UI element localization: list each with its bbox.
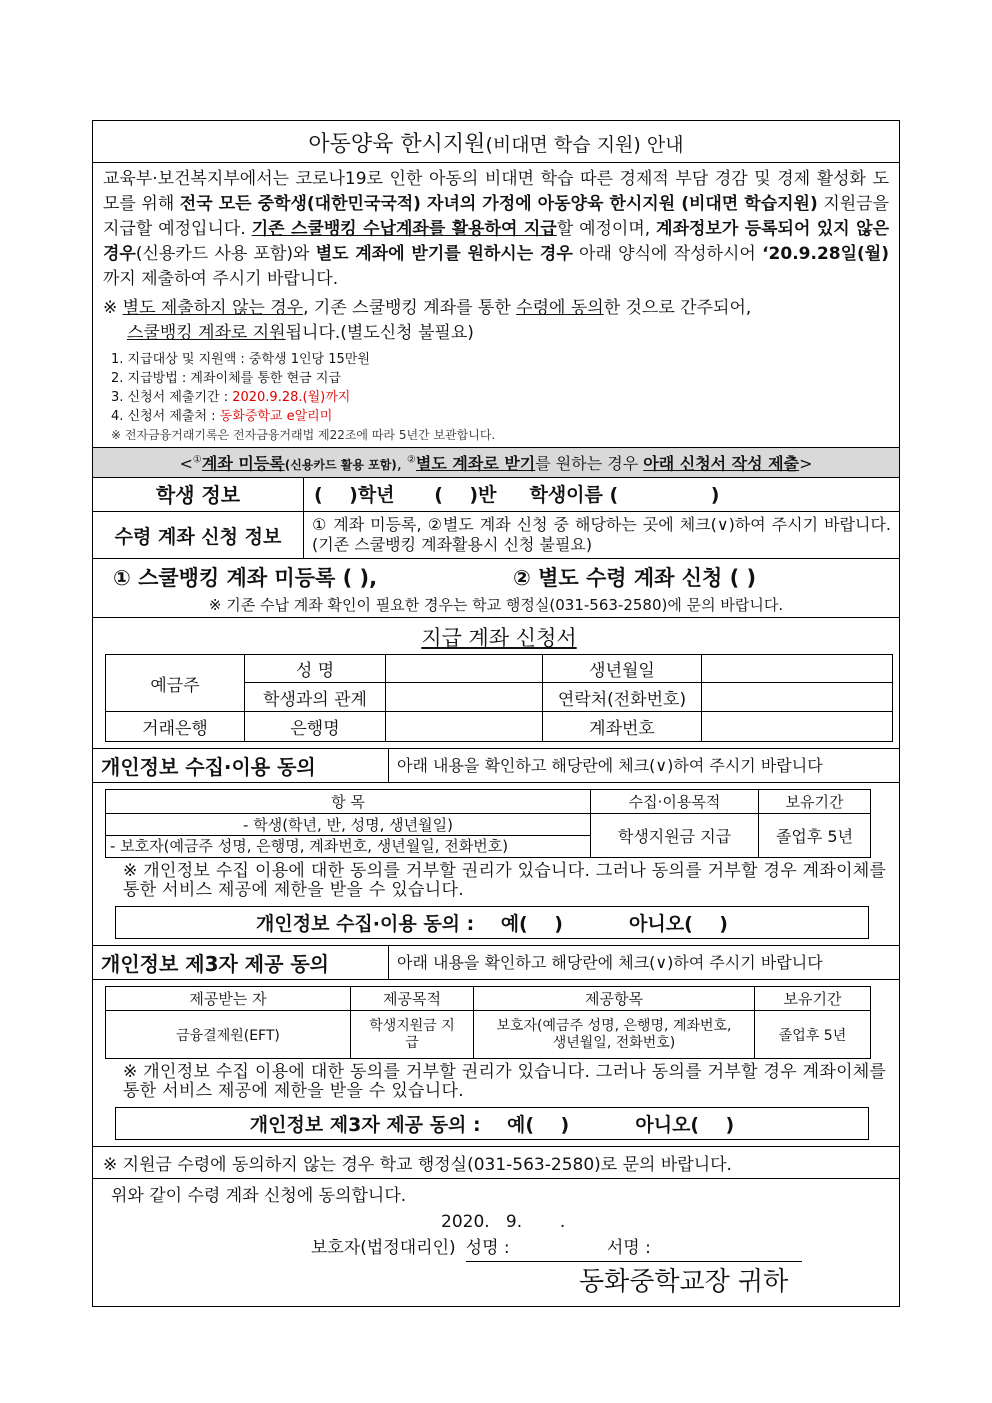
bank-row-label: 거래은행 <box>106 712 245 742</box>
list-item <box>111 350 881 369</box>
receive-info-desc: ① 계좌 미등록, ②별도 계좌 신청 중 해당하는 곳에 체크(∨)하여 주시기 바랍니다. (기존 스쿨뱅킹 계좌활용시 신청 불필요) <box>312 515 891 554</box>
table-row <box>106 712 893 742</box>
acct-no-field[interactable] <box>702 712 893 742</box>
table-row <box>106 987 871 1011</box>
agree-text: 위와 같이 수령 계좌 신청에 동의합니다. <box>111 1186 407 1206</box>
third-party-label: 개인정보 제3자 제공 동의 <box>93 946 389 979</box>
intro-text <box>93 163 899 294</box>
notice-mark: ※ <box>103 298 123 318</box>
instruction-banner <box>93 448 899 478</box>
banner-a1: 계좌 미등록 <box>201 454 285 473</box>
item-value: 2020.9.28.(월)까지 <box>232 390 351 405</box>
guardian-line <box>111 1235 889 1262</box>
signature-section <box>93 1179 899 1306</box>
intro-p5: 아래 양식에 작성하시어 <box>572 244 763 264</box>
third-period: 졸업후 5년 <box>755 1011 871 1059</box>
table-row <box>106 790 871 814</box>
choice-note: ※ 기존 수납 계좌 확인이 필요한 경우는 학교 행정실(031-563-2580)에 문의 바랍니다. <box>208 596 784 614</box>
item-label: 2. 지급방법 : <box>111 371 191 386</box>
account-form-title <box>105 618 893 654</box>
notice-u1: 별도 제출하지 않는 경우 <box>122 298 304 318</box>
banner-t1: 를 원하는 경우 <box>535 454 644 473</box>
item-label: 1. 지급대상 및 지원액 : <box>111 352 249 367</box>
bank-name-label: 은행명 <box>245 712 386 742</box>
item-value: 중학생 1인당 15만원 <box>248 352 370 367</box>
privacy-table <box>105 789 871 858</box>
third-purpose: 학생지원금 지급 <box>351 1011 474 1059</box>
privacy-period: 졸업후 5년 <box>759 814 871 858</box>
col-item: 항 목 <box>106 790 591 814</box>
intro-p5-bold: ‘20.9.28일(월) <box>762 244 889 264</box>
third-party-section <box>93 980 899 1147</box>
student-info-field[interactable]: ( )학년 ( )반 학생이름 ( ) <box>314 484 720 506</box>
intro-p2-bu: 기존 스쿨뱅킹 수납계좌를 활용하여 지급 <box>251 219 557 239</box>
notice-t2: 한 것으로 간주되어, <box>603 298 752 318</box>
name-label: 성 명 <box>245 655 386 683</box>
third-to: 금융결제원(EFT) <box>106 1011 351 1059</box>
intro-p2: 지원금을 지급할 예정입니다. <box>103 194 890 239</box>
banner-comma: , <box>396 454 407 473</box>
receive-info-row <box>93 512 899 559</box>
acct-no-label: 계좌번호 <box>543 712 702 742</box>
footer-warning: ※ 지원금 수령에 동의하지 않는 경우 학교 행정실(031-563-2580)로 문의 바랍니다. <box>93 1147 899 1179</box>
banner-a2: 별도 계좌로 받기 <box>415 454 536 473</box>
student-info-label: 학생 정보 <box>93 478 304 511</box>
list-item <box>111 407 881 426</box>
third-party-desc: 아래 내용을 확인하고 해당란에 체크(∨)하여 주시기 바랍니다 <box>397 953 823 972</box>
intro-p4-bold: 별도 계좌에 받기를 원하시는 경우 <box>315 244 573 264</box>
item-label: 4. 신청서 제출처 : <box>111 409 220 424</box>
privacy-warning: ※ 개인정보 수집 이용에 대한 동의를 거부할 권리가 있습니다. 그러나 동의를 거부할 경우 계좌이체를 통한 서비스 제공에 제한을 받을 수 있습니다. <box>123 861 887 900</box>
list-item <box>111 388 881 407</box>
privacy-desc: 아래 내용을 확인하고 해당란에 체크(∨)하여 주시기 바랍니다 <box>397 756 823 775</box>
privacy-header <box>93 749 899 783</box>
banner-a1s: (신용카드 활용 포함) <box>284 458 397 472</box>
banner-n1: ① <box>192 454 202 466</box>
name-field[interactable] <box>386 655 543 683</box>
col-period: 보유기간 <box>755 987 871 1011</box>
col-purpose: 제공목적 <box>351 987 474 1011</box>
notice-u3: 스쿨뱅킹 계좌로 지원 <box>127 323 286 343</box>
third-items: 보호자(예금주 성명, 은행명, 계좌번호, 생년월일, 전화번호) <box>474 1011 755 1059</box>
privacy-items <box>106 814 591 858</box>
item-value: 동화중학교 e알리미 <box>219 409 333 424</box>
phone-field[interactable] <box>702 683 893 712</box>
receive-info-label: 수령 계좌 신청 정보 <box>93 512 304 558</box>
intro-p4: (신용카드 사용 포함)와 <box>135 244 316 264</box>
intro-p3-bold: 계좌정보가 등록되어 있지 않은 경우 <box>103 219 890 264</box>
title-main: 아동양육 한시지원 <box>308 132 486 157</box>
birth-field[interactable] <box>702 655 893 683</box>
col-to: 제공받는 자 <box>106 987 351 1011</box>
option-separate-account[interactable]: ② 별도 수령 계좌 신청 ( ) <box>513 566 757 590</box>
item-value: 계좌이체를 통한 현금 지급 <box>190 371 341 386</box>
holder-label: 예금주 <box>106 655 245 712</box>
date-field[interactable]: 2020. 9. . <box>441 1212 566 1232</box>
item-label: 3. 신청서 제출기간 : <box>111 390 233 405</box>
privacy-consent[interactable]: 개인정보 수집·이용 동의 : 예( ) 아니오( ) <box>115 906 869 939</box>
form-title <box>93 121 899 163</box>
notice-t3: 됩니다.(별도신청 불필요) <box>285 323 474 343</box>
student-info-row <box>93 478 899 512</box>
birth-label: 생년월일 <box>543 655 702 683</box>
table-row <box>106 814 871 858</box>
col-period: 보유기간 <box>759 790 871 814</box>
title-sub: (비대면 학습 지원) 안내 <box>485 134 684 156</box>
col-purpose: 수집·이용목적 <box>591 790 759 814</box>
choice-options <box>93 562 899 592</box>
intro-p1: 교육부·보건복지부에서는 코로나19로 인한 아동의 비대면 학습 따른 경제적 부담 경감 및 경제 활성화 도모를 위해 <box>103 169 889 214</box>
banner-open: < <box>179 454 193 473</box>
third-party-consent[interactable]: 개인정보 제3자 제공 동의 : 예( ) 아니오( ) <box>115 1107 869 1140</box>
table-row <box>106 1011 871 1059</box>
banner-n2: ② <box>406 454 416 466</box>
third-party-warning: ※ 개인정보 수집 이용에 대한 동의를 거부할 권리가 있습니다. 그러나 동의를 거부할 경우 계좌이체를 통한 서비스 제공에 제한을 받을 수 있습니다. <box>123 1062 887 1101</box>
guardian-sign-field[interactable]: 성명 : 서명 : <box>466 1235 802 1262</box>
col-items: 제공항목 <box>474 987 755 1011</box>
list-item <box>111 369 881 388</box>
table-row <box>106 655 893 683</box>
phone-label: 연락처(전화번호) <box>543 683 702 712</box>
intro-p3: 할 예정이며, <box>556 219 657 239</box>
banner-a3: 아래 신청서 작성 제출 <box>643 454 800 473</box>
notice-line2 <box>103 321 889 346</box>
notice <box>93 294 899 348</box>
intro-p1-bold: 전국 모든 중학생(대한민국국적) 자녀의 가정에 아동양육 한시지원 (비대면 학습지원) <box>179 194 818 214</box>
account-form-title-text: 지급 계좌 신청서 <box>421 626 577 650</box>
third-party-header <box>93 946 899 980</box>
option-no-account[interactable]: ① 스쿨뱅킹 계좌 미등록 ( ), <box>113 566 378 590</box>
notice-u2: 수령에 동의 <box>516 298 604 318</box>
privacy-item2: - 보호자(예금주 성명, 은행명, 계좌번호, 생년월일, 전화번호) <box>106 835 590 856</box>
banner-close: > <box>799 454 813 473</box>
privacy-item1: - 학생(학년, 반, 성명, 생년월일) <box>243 816 453 834</box>
relation-label: 학생과의 관계 <box>245 683 386 712</box>
addressee: 동화중학교장 귀하 <box>579 1267 789 1297</box>
bank-name-field[interactable] <box>386 712 543 742</box>
info-list <box>93 348 899 447</box>
privacy-label: 개인정보 수집·이용 동의 <box>93 749 389 782</box>
privacy-purpose: 학생지원금 지급 <box>591 814 759 858</box>
application-form <box>92 120 900 1307</box>
third-party-table <box>105 986 871 1059</box>
account-form-section <box>93 618 899 749</box>
privacy-section <box>93 783 899 946</box>
intro-section <box>93 163 899 448</box>
notice-t1: , 기존 스쿨뱅킹 계좌를 통한 <box>303 298 517 318</box>
guardian-label: 보호자(법정대리인) <box>311 1238 456 1258</box>
items-note: ※ 전자금융거래기록은 전자금융거래법 제22조에 따라 5년간 보관합니다. <box>111 428 496 442</box>
relation-field[interactable] <box>386 683 543 712</box>
account-table <box>105 654 893 742</box>
intro-p6: 까지 제출하여 주시기 바랍니다. <box>103 269 339 289</box>
choice-row <box>93 559 899 618</box>
